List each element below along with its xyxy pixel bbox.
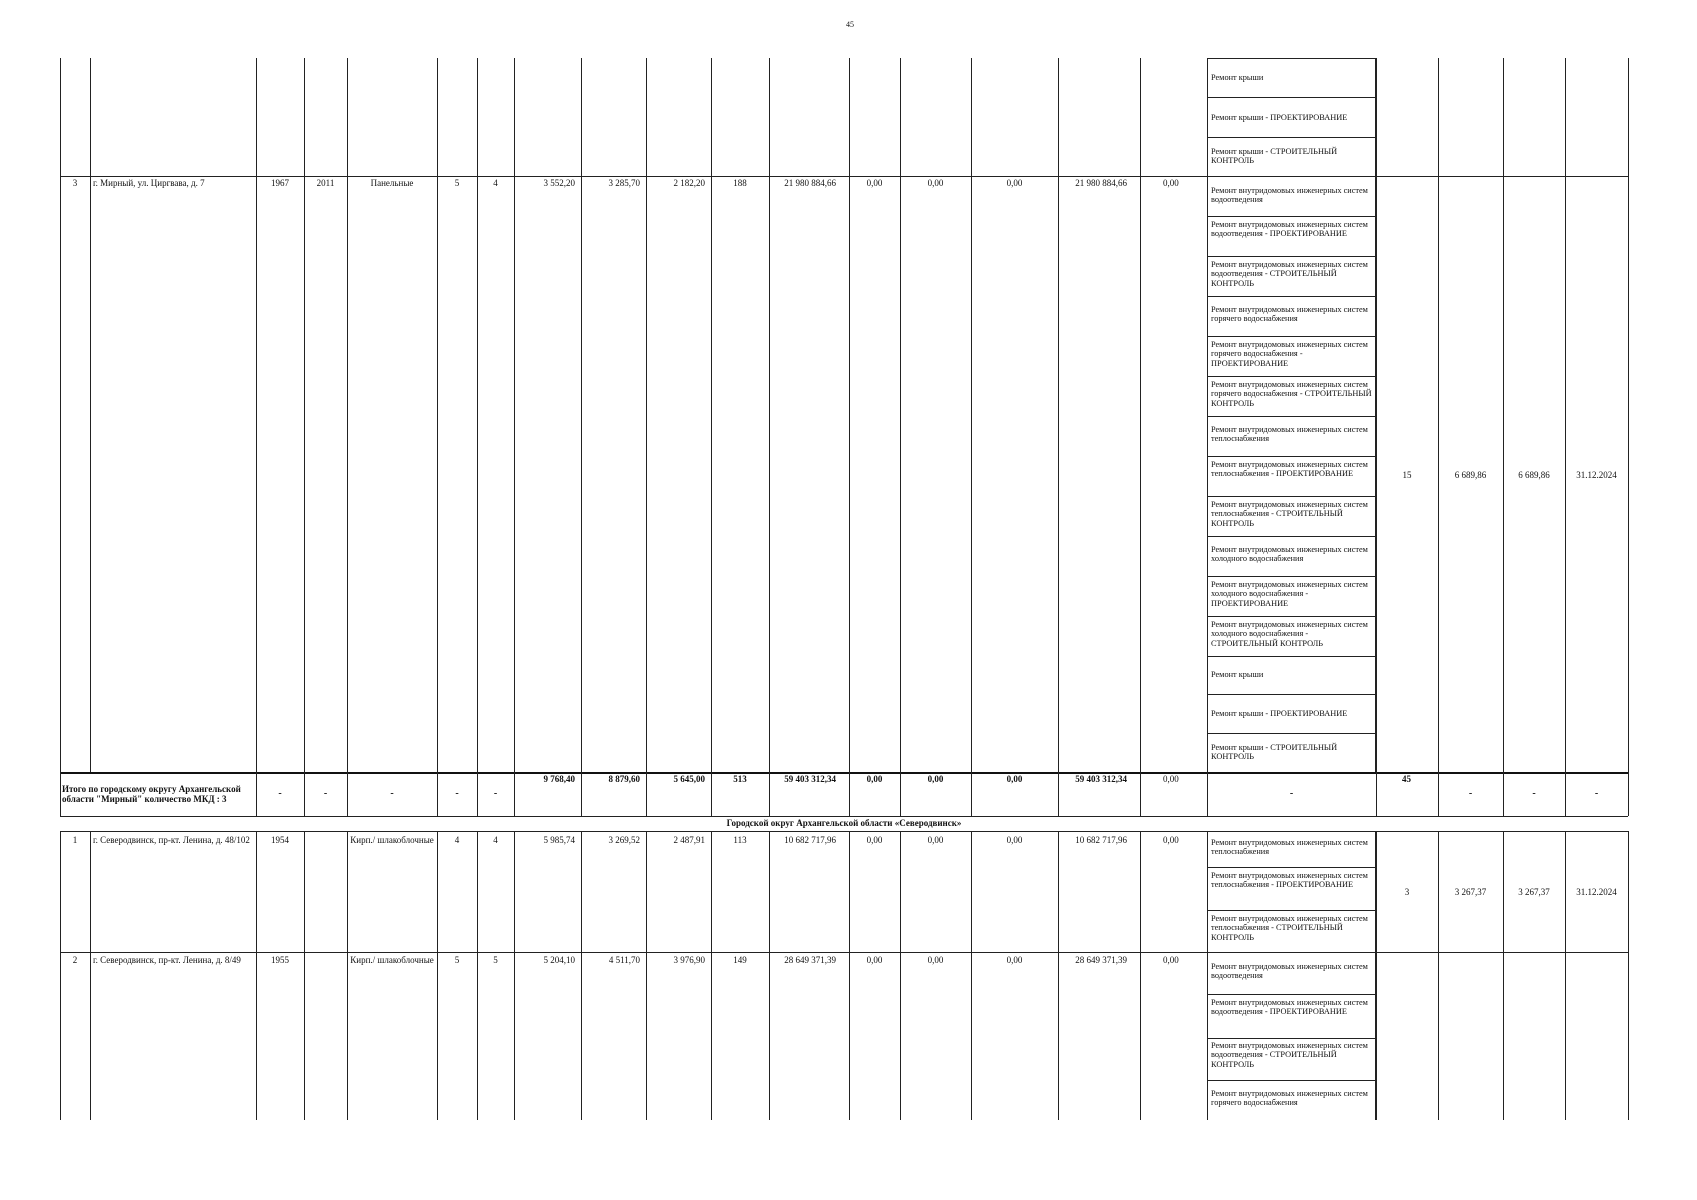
column-divider [1565, 58, 1566, 816]
column-divider [1376, 58, 1377, 816]
column-divider [1058, 58, 1059, 816]
work-item-text: Ремонт внутридомовых инженерных систем теплоснабжения - ПРОЕКТИРОВАНИЕ [1211, 871, 1368, 890]
column-divider [477, 58, 478, 816]
area-total: 5 204,10 [543, 955, 575, 965]
fund-e: 0,00 [1163, 955, 1179, 965]
residents: 113 [733, 835, 747, 845]
column-divider [646, 831, 647, 1120]
work-item-text: Ремонт внутридомовых инженерных систем теплоснабжения - СТРОИТЕЛЬНЫЙ КОНТРОЛЬ [1211, 914, 1368, 942]
work-item-text: Ремонт внутридомовых инженерных систем теплоснабжения - ПРОЕКТИРОВАНИЕ [1211, 460, 1368, 479]
fund-c: 0,00 [1006, 835, 1023, 845]
total-area-residential: 5 645,00 [673, 774, 705, 784]
total-label: Итого по городскому округу Архангельской области "Мирный" количество МКД : 3 [62, 784, 241, 804]
fund-c: 0,00 [1006, 955, 1023, 965]
cost-total: 10 682 717,96 [784, 835, 836, 845]
entrances: 5 [493, 955, 498, 965]
work-item-text: Ремонт крыши [1211, 73, 1264, 82]
cost-total: 21 980 884,66 [784, 178, 836, 188]
column-divider [1140, 831, 1141, 1120]
fund-c: 0,00 [1006, 178, 1023, 188]
row-number: 1 [72, 835, 78, 845]
column-divider [304, 831, 305, 1120]
total-area-living: 8 879,60 [608, 774, 640, 784]
column-divider [514, 58, 515, 816]
dash-cell: - [1468, 788, 1473, 799]
floors: 5 [454, 955, 460, 965]
entrances: 4 [493, 835, 498, 845]
column-divider [711, 831, 712, 1120]
row-divider-3 [60, 176, 1628, 177]
dash-cell: - [1594, 788, 1599, 799]
entrances: 4 [493, 178, 498, 188]
row-divider-sev1 [60, 831, 1628, 832]
work-item-text: Ремонт внутридомовых инженерных систем водоотведения - ПРОЕКТИРОВАНИЕ [1211, 998, 1368, 1017]
column-divider [1376, 831, 1377, 1120]
column-divider [1438, 831, 1439, 1120]
area-living: 3 285,70 [608, 178, 640, 188]
fund-a: 0,00 [866, 955, 883, 965]
column-divider [60, 831, 61, 1120]
units: 3 [1404, 887, 1410, 897]
column-divider [60, 58, 61, 816]
column-divider [1565, 831, 1566, 1120]
column-divider [90, 58, 91, 772]
area-residential: 2 182,20 [673, 178, 705, 188]
work-item-text: Ремонт внутридомовых инженерных систем водоотведения [1211, 962, 1368, 981]
fund-b: 0,00 [927, 955, 944, 965]
column-divider [769, 831, 770, 1120]
work-item-text: Ремонт крыши - ПРОЕКТИРОВАНИЕ [1211, 709, 1348, 718]
cost-per-unit: 3 267,37 [1454, 887, 1487, 897]
work-item-text: Ремонт внутридомовых инженерных систем водоотведения [1211, 186, 1368, 205]
work-item-text: Ремонт внутридомовых инженерных систем горячего водоснабжения - ПРОЕКТИРОВАНИЕ [1211, 340, 1368, 368]
column-divider [1628, 831, 1629, 1120]
dash-cell: - [1532, 788, 1536, 799]
work-item-text: Ремонт внутридомовых инженерных систем холодного водоснабжения - СТРОИТЕЛЬНЫЙ КОНТРОЛЬ [1211, 620, 1368, 648]
area-total: 3 552,20 [543, 178, 575, 188]
row-number: 3 [72, 178, 78, 188]
address: г. Северодвинск, пр-кт. Ленина, д. 48/102 [93, 835, 250, 845]
column-divider [849, 58, 850, 816]
work-item-text: Ремонт внутридомовых инженерных систем теплоснабжения [1211, 425, 1368, 444]
fund-d: 28 649 371,39 [1075, 955, 1127, 965]
year-last-repair: 2011 [316, 178, 335, 188]
column-divider [514, 831, 515, 1120]
year-built: 1955 [271, 955, 289, 965]
column-divider [971, 58, 972, 816]
column-divider [1140, 58, 1141, 816]
work-item-text: Ремонт крыши [1211, 670, 1264, 679]
area-residential: 3 976,90 [673, 955, 705, 965]
column-divider [769, 58, 770, 816]
column-divider [1058, 831, 1059, 1120]
area-living: 4 511,70 [608, 955, 640, 965]
work-item-text: Ремонт крыши - СТРОИТЕЛЬНЫЙ КОНТРОЛЬ [1211, 743, 1338, 762]
dash-cell: - [455, 788, 459, 799]
work-item-text: Ремонт внутридомовых инженерных систем холодного водоснабжения [1211, 545, 1368, 564]
column-divider [304, 58, 305, 816]
column-divider [437, 831, 438, 1120]
work-item-text: Ремонт внутридомовых инженерных систем водоотведения - ПРОЕКТИРОВАНИЕ [1211, 220, 1368, 239]
work-item-text: Ремонт внутридомовых инженерных систем водоотведения - СТРОИТЕЛЬНЫЙ КОНТРОЛЬ [1211, 260, 1368, 288]
column-divider [437, 58, 438, 816]
cost-per-unit-max: 6 689,86 [1518, 470, 1550, 480]
work-item-text: Ремонт крыши - ПРОЕКТИРОВАНИЕ [1211, 113, 1348, 122]
row-divider-total [60, 772, 1628, 774]
total-fund-b: 0,00 [927, 774, 944, 784]
column-divider [646, 58, 647, 816]
work-item-text: Ремонт внутридомовых инженерных систем холодного водоснабжения - ПРОЕКТИРОВАНИЕ [1211, 580, 1368, 608]
row-divider-sev2 [60, 952, 1628, 953]
area-living: 3 269,52 [608, 835, 640, 845]
column-divider [581, 831, 582, 1120]
dash-cell: - [493, 788, 498, 799]
fund-b: 0,00 [927, 835, 944, 845]
column-divider [971, 831, 972, 1120]
work-item-text: Ремонт внутридомовых инженерных систем теплоснабжения - СТРОИТЕЛЬНЫЙ КОНТРОЛЬ [1211, 500, 1368, 528]
fund-d: 10 682 717,96 [1075, 835, 1127, 845]
column-divider [1438, 58, 1439, 816]
column-divider [1503, 831, 1504, 1120]
fund-e: 0,00 [1163, 835, 1179, 845]
column-divider [1628, 58, 1629, 816]
work-item-text: Ремонт внутридомовых инженерных систем горячего водоснабжения [1211, 1089, 1368, 1108]
column-divider [1503, 58, 1504, 816]
residents: 149 [733, 955, 747, 965]
work-item-text: Ремонт внутридомовых инженерных систем горячего водоснабжения [1211, 305, 1368, 324]
column-divider [477, 831, 478, 1120]
dash-cell: - [1289, 788, 1294, 799]
floors: 5 [454, 178, 460, 188]
work-item-text: Ремонт внутридомовых инженерных систем водоотведения - СТРОИТЕЛЬНЫЙ КОНТРОЛЬ [1211, 1041, 1368, 1069]
total-fund-d: 59 403 312,34 [1075, 774, 1127, 784]
cost-total: 28 649 371,39 [784, 955, 836, 965]
address: г. Северодвинск, пр-кт. Ленина, д. 8/49 [93, 955, 241, 965]
fund-d: 21 980 884,66 [1075, 178, 1127, 188]
column-divider [711, 58, 712, 816]
cost-per-unit-max: 3 267,37 [1518, 887, 1550, 897]
column-divider [256, 58, 257, 816]
deadline: 31.12.2024 [1576, 887, 1617, 897]
dash-cell: - [323, 788, 328, 799]
work-item-text: Ремонт внутридомовых инженерных систем теплоснабжения [1211, 838, 1368, 857]
total-cost: 59 403 312,34 [784, 774, 836, 784]
column-divider [256, 831, 257, 1120]
work-item-text: Ремонт крыши - СТРОИТЕЛЬНЫЙ КОНТРОЛЬ [1211, 147, 1338, 166]
area-residential: 2 487,91 [673, 835, 705, 845]
deadline: 31.12.2024 [1576, 470, 1617, 480]
residents: 188 [733, 178, 747, 188]
column-divider [849, 831, 850, 1120]
fund-e: 0,00 [1163, 178, 1179, 188]
row-number: 2 [72, 955, 78, 965]
page-number: 45 [846, 20, 854, 29]
fund-b: 0,00 [927, 178, 944, 188]
fund-a: 0,00 [866, 835, 883, 845]
dash-cell: - [278, 788, 282, 799]
wall-material: Кирп./ шлакоблочные [350, 955, 434, 965]
total-units: 45 [1402, 774, 1411, 784]
address: г. Мирный, ул. Циргвава, д. 7 [93, 178, 205, 188]
year-built: 1954 [271, 835, 289, 845]
total-fund-a: 0,00 [866, 774, 883, 784]
wall-material: Панельные [370, 178, 414, 188]
column-divider [347, 831, 348, 1120]
wall-material: Кирп./ шлакоблочные [350, 835, 434, 845]
column-divider [900, 831, 901, 1120]
column-divider [347, 58, 348, 816]
section-heading: Городской округ Архангельской области «Северодвинск» [726, 818, 962, 828]
year-built: 1967 [271, 178, 289, 188]
units: 15 [1402, 470, 1412, 480]
area-total: 5 985,74 [543, 835, 575, 845]
dash-cell: - [390, 788, 394, 799]
total-area-total: 9 768,40 [543, 774, 575, 784]
total-residents: 513 [733, 774, 747, 784]
work-item-text: Ремонт внутридомовых инженерных систем горячего водоснабжения - СТРОИТЕЛЬНЫЙ КОНТРОЛЬ [1211, 380, 1372, 408]
fund-a: 0,00 [866, 178, 883, 188]
column-divider [900, 58, 901, 816]
floors: 4 [454, 835, 460, 845]
total-fund-c: 0,00 [1006, 774, 1023, 784]
column-divider [581, 58, 582, 816]
column-divider [90, 831, 91, 1120]
total-fund-e: 0,00 [1163, 774, 1179, 784]
cost-per-unit: 6 689,86 [1454, 470, 1487, 480]
